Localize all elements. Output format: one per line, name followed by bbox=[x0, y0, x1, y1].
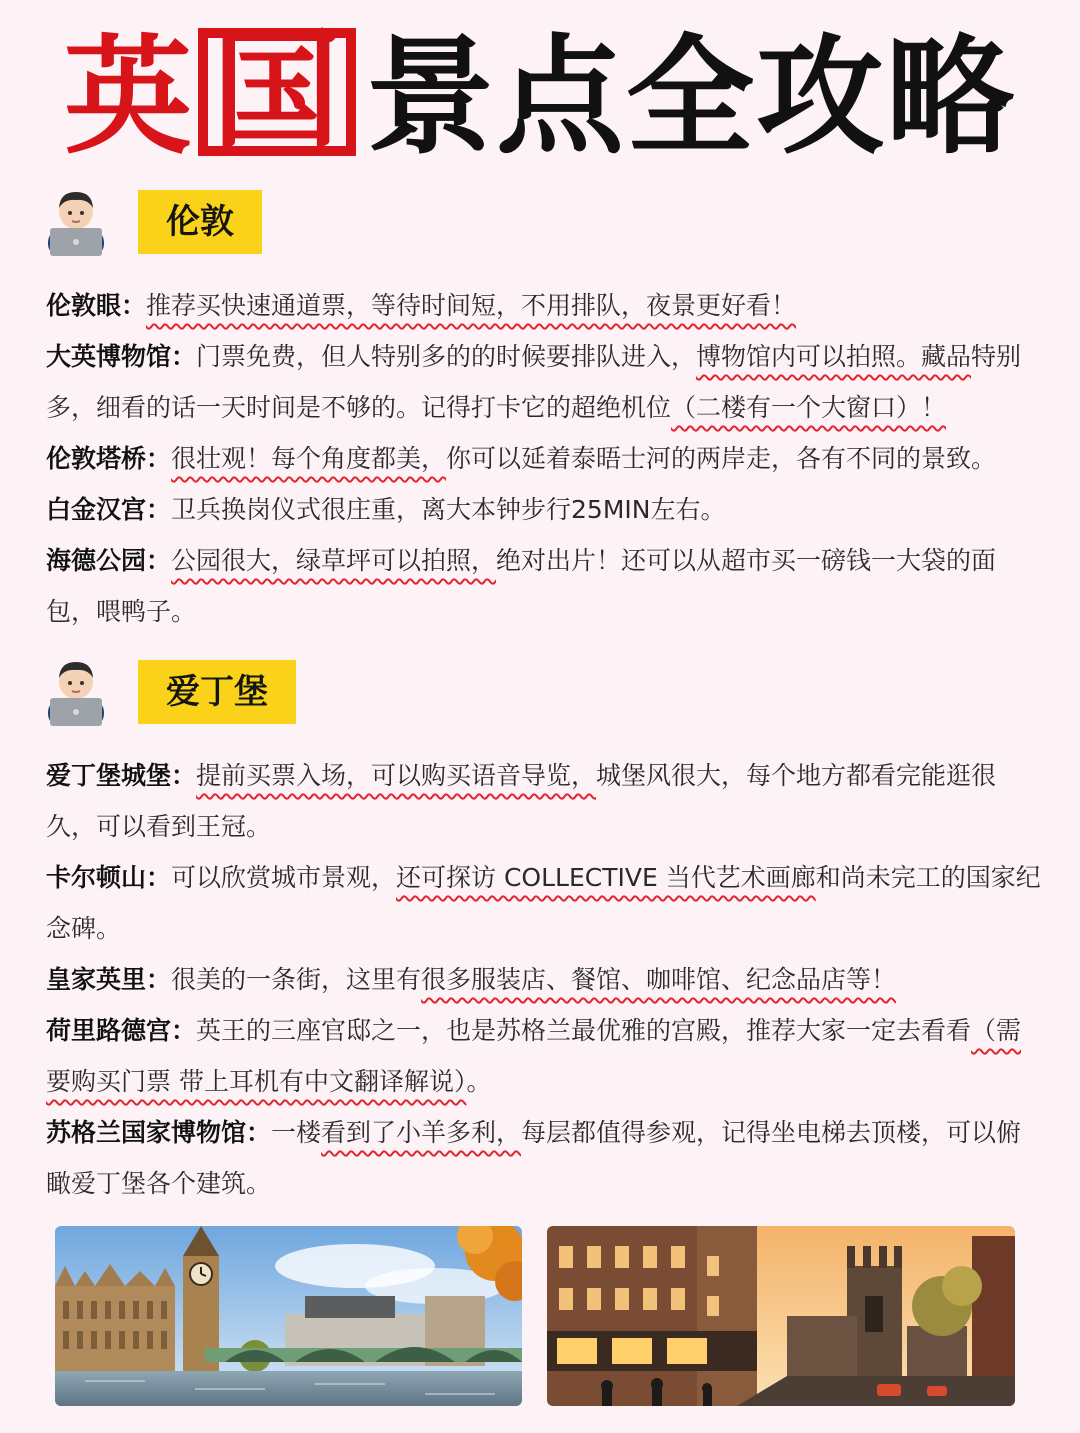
attraction-name: 苏格兰国家博物馆： bbox=[46, 1118, 272, 1147]
para-calton-hill bbox=[46, 852, 1041, 954]
attraction-name: 卡尔顿山： bbox=[46, 863, 172, 892]
attraction-name: 伦敦塔桥： bbox=[46, 444, 172, 473]
title-part-1: 英 bbox=[63, 23, 194, 172]
attraction-name: 海德公园： bbox=[46, 546, 172, 575]
para-tower-bridge bbox=[46, 433, 1041, 484]
page-title bbox=[0, 17, 1080, 172]
highlight-text: 公园很大，绿草坪可以拍照， bbox=[171, 546, 497, 575]
section-tag-london: 伦敦 bbox=[138, 190, 262, 254]
body-text: 一楼 bbox=[271, 1118, 322, 1147]
highlight-text: （需要购买门票 带上耳机有中文翻译解说） bbox=[46, 1016, 1022, 1096]
highlight-text: 博物馆内可以拍照。藏品 bbox=[696, 342, 972, 371]
man-with-laptop-icon bbox=[44, 186, 108, 256]
body-text: 门票免费，但人特别多的的时候要排队进入， bbox=[196, 342, 697, 371]
attraction-name: 伦敦眼： bbox=[46, 291, 147, 320]
para-edinburgh-castle bbox=[46, 750, 1041, 852]
para-holyrood-palace bbox=[46, 1005, 1041, 1107]
para-hyde-park bbox=[46, 535, 1041, 637]
body-text: 特别多，细看的话一天时间是不够的。记得打卡它的超绝机位 bbox=[46, 342, 1022, 422]
attraction-name: 皇家英里： bbox=[46, 965, 172, 994]
title-part-3: 景点全攻略 bbox=[366, 23, 1017, 172]
highlight-text: 提前买票入场，可以购买语音导览， bbox=[196, 761, 597, 790]
highlight-text: 很壮观！每个角度都美， bbox=[171, 444, 447, 473]
highlight-text: 推荐买快速通道票，等待时间短，不用排队，夜景更好看！ bbox=[146, 291, 797, 320]
attraction-name: 大英博物馆： bbox=[46, 342, 197, 371]
body-text: 很美的一条街，这里有 bbox=[171, 965, 422, 994]
body-text: 。 bbox=[466, 1067, 492, 1096]
body-text: 你可以延着泰晤士河的两岸走，各有不同的景致。 bbox=[446, 444, 997, 473]
para-national-museum-scotland bbox=[46, 1107, 1041, 1209]
body-text: 英王的三座官邸之一，也是苏格兰最优雅的宫殿，推荐大家一定去看看 bbox=[196, 1016, 972, 1045]
attraction-name: 爱丁堡城堡： bbox=[46, 761, 197, 790]
highlight-text: 还可探访 COLLECTIVE 当代艺术画廊 bbox=[396, 863, 816, 892]
section-tag-edinburgh: 爱丁堡 bbox=[138, 660, 296, 724]
para-royal-mile bbox=[46, 954, 1041, 1005]
body-text: 城堡风很大，每个地方都看完能逛很久，可以看到王冠。 bbox=[46, 761, 997, 841]
highlight-text: （二楼有一个大窗口）！ bbox=[671, 393, 947, 422]
para-buckingham-palace bbox=[46, 484, 1041, 535]
edinburgh-street-photo bbox=[547, 1226, 1015, 1406]
title-part-2: 国 bbox=[198, 28, 356, 156]
body-text: 绝对出片！还可以从超市买一磅钱一大袋的面包，喂鸭子。 bbox=[46, 546, 997, 626]
london-westminster-photo bbox=[55, 1226, 522, 1406]
body-text: 卫兵换岗仪式很庄重，离大本钟步行25MIN左右。 bbox=[171, 495, 726, 524]
highlight-text: 看到了小羊多利， bbox=[321, 1118, 522, 1147]
attraction-name: 白金汉宫： bbox=[46, 495, 172, 524]
man-with-laptop-icon bbox=[44, 656, 108, 726]
attraction-name: 荷里路德宫： bbox=[46, 1016, 197, 1045]
body-text: 每层都值得参观，记得坐电梯去顶楼，可以俯瞰爱丁堡各个建筑。 bbox=[46, 1118, 1022, 1198]
para-british-museum bbox=[46, 331, 1041, 433]
para-london-eye bbox=[46, 280, 1041, 331]
body-text: 可以欣赏城市景观， bbox=[171, 863, 397, 892]
highlight-text: 很多服装店、餐馆、咖啡馆、纪念品店等！ bbox=[421, 965, 897, 994]
body-text: 和尚未完工的国家纪念碑。 bbox=[46, 863, 1041, 943]
